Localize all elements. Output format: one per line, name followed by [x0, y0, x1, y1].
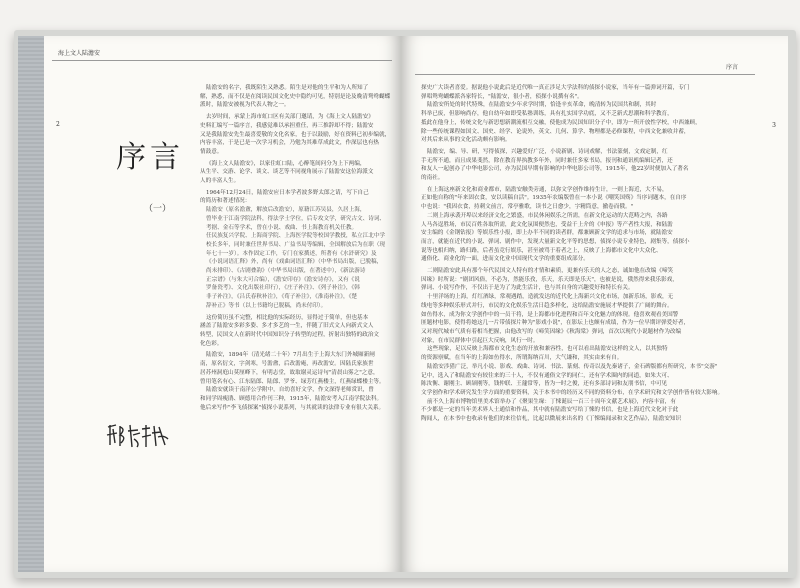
- text-line: 二则上海承袭开埠以来经济文化之繁盛，市民休闲娱乐之所需，在新文化运动的大范畴之内，各路: [427, 212, 668, 219]
- text-line: 如鱼得水，成为你文学创作中的一员干将，是上海都市化进程和百年文化魅力的体现。他喜欢观看美国警: [421, 311, 679, 318]
- text-line: 转型，民国文人在新时代中国知识分子转型的过程，折射出独特的政治文: [200, 331, 380, 338]
- book-spine-edge: [18, 36, 46, 572]
- text-line: 文学创作和学术研究发生学方面的重要资料，关于本书中的经历又不同的资料分布，在学术研究和文学创作皆有较大影响。: [421, 389, 724, 396]
- text-line: 1964年12月24日，陆澹安应日本学者波多野太郎之请，写下自己: [206, 189, 369, 196]
- text-line: 弹词、小说写作作，不仅出于是为了为此生活计，也与其自身的兴趣爱好和特长有关。: [421, 285, 634, 292]
- header-rule: [415, 74, 755, 75]
- text-line: 年七十一岁）。本作固定工作，专门在家撰述，所著有《水浒研究》及: [206, 250, 377, 257]
- text-line: 正宗谱》（与朱大可合编），《澹安印存》《澹安诗存》，又有《说: [206, 276, 360, 283]
- text-line: 陈汝衡、谢刚主、顾颉刚等，钱仲联、王蘧常等，皆为一时之俊，还有多部诗词和友朋书信，中可见: [421, 381, 668, 388]
- text-line: 记中，选入了和陆澹安有较往来的三十人，不仅有通俗文学的同仁，还有学术圈内的同道，如朱大可、: [421, 372, 673, 379]
- text-line: 尚未排印）、《古剧叠韵》（中华书局出版，在著述中），《新法游诗: [206, 268, 366, 275]
- text-line: 安主编的《金钢钻报》等娱乐性小报，即上办半不同的读者群，都兼顾新文学的追求与市场，就陆澹安: [421, 230, 673, 237]
- page-number-left: 2: [56, 121, 60, 128]
- text-line: 曾毕业于江南学院法科，得法学士学位，后专攻文学，研究古文、诗词、: [206, 215, 386, 222]
- text-line: 去岁时间，承蒙上海市虹口区有关部门邀请，为《海上文人陆澹安》: [206, 114, 374, 121]
- text-line: 陆澹安，编、导、研，写得侦探，兴趣爱好广泛，小说新剧、诗词戏解，书法篆刻，文戏定制，红: [427, 148, 668, 155]
- text-line: 《海上文人陆澹安》，以家住虹口陆，心醉笔间问分为上下两编，: [206, 160, 366, 167]
- text-line: 陆澹安（原名澹盦，解放后改澹安），原籍江苏吴县，久居上海，: [206, 207, 366, 214]
- text-line: 线电等多种娱乐形式并行，市民的文化娱乐生活日趋多样化，这给陆澹安施展才华提供了广阔的舞台。: [421, 302, 673, 309]
- text-line: 《小说词语汇释》外，尚有《戏曲词语汇释》（中华书局出版，已脱稿，: [206, 259, 383, 266]
- text-line: 非子补注》，《吕氏春秋补注》，《荀子补注》，《淮南补注》，《楚: [206, 294, 358, 301]
- left-page-body: [200, 84, 396, 412]
- text-line: 陆澹安所处的时代特殊，在陆澹安少年求学时期，恰逢辛亥革命，晚清转为民国共和制，其时: [427, 102, 657, 109]
- text-line: 二则陆澹安此具有那个年代民国文人特有的才情和素质，更兼有乐天的人之态，诚如他在改编《啼笑: [427, 268, 674, 275]
- text-line: 而言，就能在近代的小说、弹词、剧作中，发现大量新文化平等的思想，侦探小说专业特色，剧集等，侦探小: [421, 238, 690, 245]
- text-line: 曾用笔名有心、江东陆郎、陆郎、罗爷、绿芳红燕楼主，红燕绿蝶楼主等。: [200, 378, 385, 385]
- text-line: 居苏州洞庭山莫厘峰下，有明志堂，故取谢灵运诗句"清晨山雾之"之意，: [200, 369, 379, 376]
- running-head-right: 序言: [725, 64, 738, 71]
- text-line: 和同学周瘦鹃、顾德用合作刊三种，1915年，陆澹安考入江南学院法科。: [200, 395, 383, 402]
- text-line: 陆澹安，1894年（清光绪二十年）7月出生于上海大东门外城厢新闸: [206, 352, 375, 359]
- text-line: 从生平、交游、论学、谈文、谈艺等不同视角展示了陆澹安这位海派文: [200, 169, 374, 176]
- text-line: 手无所不通，而且成果斐然，除在教育界执教多年外，同时兼任多家书局，报刊和通讯机编辑记者，还: [421, 157, 673, 164]
- text-line: 不少都是一定的当年美术界人士通信和作品，其中就有陆澹安写给丁悚的书信，也是上海近代文化对于此: [421, 407, 679, 414]
- text-line: 解，熟悉，而不仅是在阅读民国文化史中隐约可见，特别是论及晚清鸳鸯蝴蝶: [200, 93, 391, 100]
- text-line: 对象，在市民群体中引起巨大反响，风行一时。: [421, 337, 539, 344]
- preface-subtitle: （一）: [144, 204, 172, 214]
- text-line: 人的丰富人生。: [200, 178, 240, 185]
- text-line: 对其后来从事的文化活动颇有影响。: [421, 137, 511, 144]
- text-line: 这些现象，足以反映上海都市文化生态的开放和兼容性，也可以看出陆澹安这样的文人，以其独特: [427, 346, 668, 353]
- text-line: 正如他自称的"年来固衣食，安以读稿自活"。1935年农编版曾在一本小说《嘲笑国殇》当序词题本，在自序: [421, 195, 687, 202]
- running-head-left: 海上文人陆澹安: [58, 50, 101, 57]
- handwritten-signature: [104, 421, 172, 451]
- text-line: 人马各逞胜场，市民百姓各取所需，此文化氛围便然也，受益千上介的《申报》等产者性大报，和陆澹: [421, 221, 673, 228]
- header-rule: [52, 60, 392, 61]
- text-line: 科举已废，但影响尚存，他自幼年如即受私塾训练，具有扎实国学功底，又不乏新式思潮和科学教育，: [421, 111, 673, 118]
- text-line: 说等也相归纳，路归路，后者虽竞行娱乐，甚至被骂于着者之上，反映了上海都市文化中大众化、: [421, 247, 662, 254]
- text-line: 匪题材电影，使得将她这几一片带侦探片种为"影戏小说"，在影坛上也颇有成绩，作为一位早期评弹爱好者，: [421, 320, 690, 327]
- text-line: 南，原名衍文，字剑寒，号澹盦，后改澹庵，再改澹安。因陆氏家族世: [200, 361, 374, 368]
- text-line: 又对现代城市气质有着相当把握，由他改写的《啼笑因缘》《秋海棠》弹词，首次以现代小说题材作为改编: [421, 328, 682, 335]
- text-line: 的南社。: [421, 175, 444, 182]
- text-line: 通俗化、商业化的一面，进而文化业中国现代文学的重要组成部分。: [421, 256, 589, 263]
- text-line: 任民族复兴学院、上海商学院、上海医学院等校国学教授，私立江北中学: [206, 233, 386, 240]
- text-line: 考据、金石等学术，曾在小说、戏曲、书上海教育机关任教。: [206, 224, 358, 231]
- text-line: 史料汇编写一篇序言，我感觉难以承担重任，再三推辞却不得；陆澹安: [200, 122, 374, 129]
- text-line: 探史广大读者喜爱。据说他小说此后是近代唯一真正涉足大学法科的侦探小说家，当年有一篇弹词开篇，专门: [421, 85, 690, 91]
- text-line: 罗备瓷考》、文化出版社印行），《庄子补注》、《列子补注》，《韩: [206, 285, 360, 292]
- text-line: 弹唱鸳鸯蝴蝶派各家特长，"陆澹安，很小者，侦探小说撰有名"。: [421, 93, 583, 100]
- right-page: [401, 36, 788, 572]
- text-line: 派时，陆澹安被视为代表人物之一。: [200, 102, 290, 109]
- text-line: 内容丰富，于是已是一次学习机会，乃勉为其难草成此文，作深层也有热: [200, 140, 380, 147]
- text-line: 和友人一起创办了中华电影公司，亦为民国早期有影响的中华电影公司等，1915年，他22岁时便加入了著名: [421, 166, 689, 173]
- text-line: 又是我陆澹安先生最喜爱敬的文化名家，也于以鼓励，好在资料已初步编就，: [200, 131, 391, 138]
- text-line: 涵盖了陆澹安多彩多姿、多才多艺的一生，伴随了旧式文人向新式文人: [200, 323, 374, 330]
- text-line: 陆澹安的名字，我既陌生又熟悉。陌生是对他的生平和为人所知了: [206, 85, 369, 91]
- text-line: 陆澹安涉猎广泛，举凡小说、影戏、戏曲、诗词、书法、篆刻、传奇以及先秦诸子，金石碑版都有所研究，本书"交游": [427, 363, 718, 370]
- text-line: 前不久上海市博物馆里美术馆举办了《聚果生缘：丁悚诞辰一百三十周年文献艺术展》，内容丰富，有: [427, 398, 676, 405]
- text-line: 因缘》时所说："剧团风俗，不必为，然能乐孜，乐天，乐天即是乐天"，也被是说，俄然得来我乐影戏，: [421, 276, 678, 283]
- text-line: 陶闻人，在本书中也收录有他们的来往信札，比起以微展来出名的《丁悚编闻录和文艺作品》，陆澹安知识: [421, 416, 682, 423]
- text-line: 陆澹安就读于南洋公学附中，自幼喜好文学，作文深得老师赏识，曾: [206, 387, 374, 394]
- text-line: 中也说："我因衣食，持刺文前言，常亭雅歌，读书之日愈少，字精筒意，撤卷而俄。": [421, 204, 634, 211]
- right-page-body: [421, 84, 769, 424]
- text-line: 除一些传统课程如国文、国史、经学、论说外，英文、几何、算学、物理都是必修课程，中西文化兼收并蓄，: [421, 128, 690, 135]
- text-line: 情鼓意。: [200, 148, 223, 155]
- text-line: 校长多年，同时兼任世界书局、广益书局等编辑，全国解放后为在职（现: [206, 241, 386, 248]
- text-line: 在上海这座新文化和商业都市，陆澹安触类旁通，以弥文学创作维持生计，一则上海近，大不易，: [427, 186, 668, 193]
- left-page: [44, 36, 401, 572]
- text-line: 的简历和著述情况：: [200, 198, 251, 205]
- text-line: 辞补正》等书（以上书籍均已脱稿，尚未付印）。: [206, 302, 327, 309]
- text-line: 十里洋场的上海，灯红酒绿，常观遇踏，造就发达的近代化上海新兴文化市场，加新乐场，影戏，无: [427, 294, 674, 301]
- text-line: 他后来写作"李飞侦探案"侦探小说系列，与其就读的法律专业有很大关系。: [200, 404, 385, 411]
- preface-title: 序言: [116, 140, 184, 175]
- text-line: 抵此在他身上，传统文化与新思想新潮流相互交融，使他成为民国知识分子中，即为一所开放性学校，中西兼顾，: [421, 119, 701, 126]
- text-line: 化色彩。: [200, 340, 223, 347]
- text-line: 这份简历虽不完整，相比他的实际经历，显得过于简单，但也基本: [206, 314, 369, 321]
- page-number-right: 3: [772, 122, 776, 129]
- text-line: 的资源禀赋，在当年的上海如鱼得水，所谓海纳百川，大气谦和，其实由来有自。: [421, 355, 623, 362]
